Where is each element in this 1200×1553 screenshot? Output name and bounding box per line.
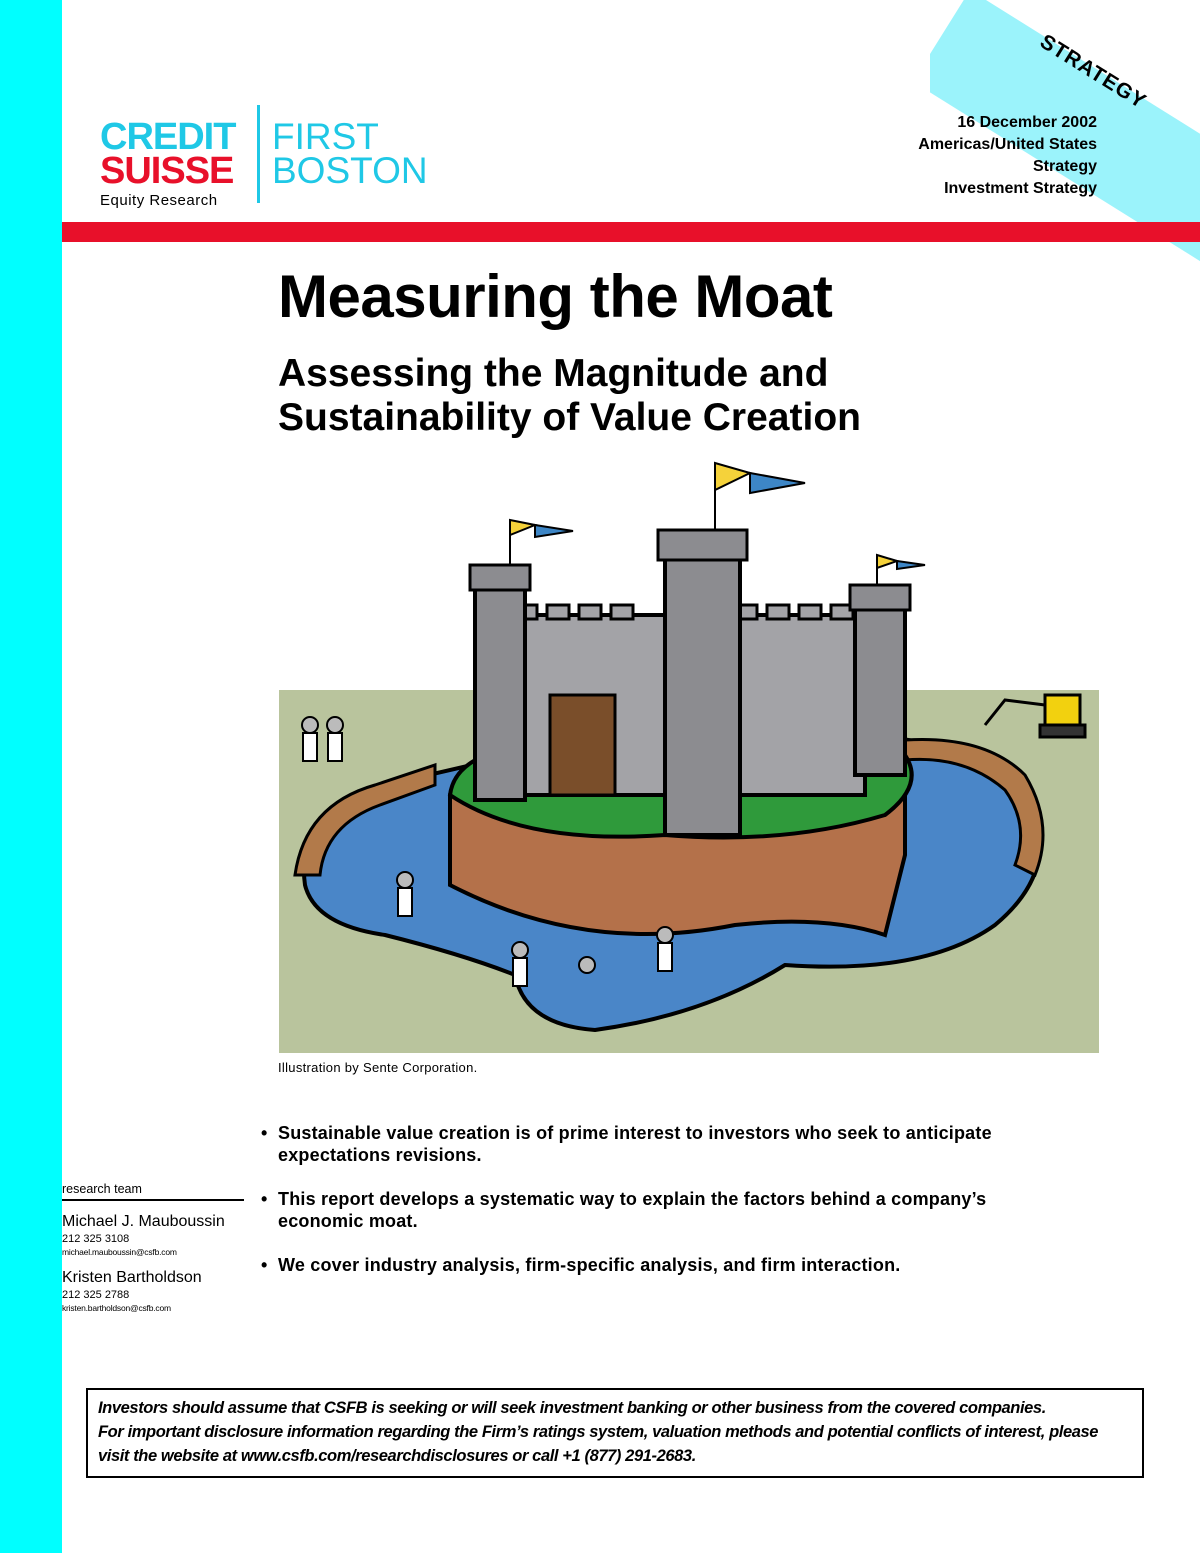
bullet-text: This report develops a systematic way to explain the factors behind a company’s economic moat. <box>278 1189 987 1231</box>
member-name: Kristen Bartholdson <box>62 1269 202 1286</box>
team-member <box>62 1269 244 1313</box>
logo-word-suisse: SUISSE <box>100 150 234 192</box>
list-item <box>258 1188 1058 1232</box>
page-title: Measuring the Moat <box>278 263 833 330</box>
page-subtitle: Assessing the Magnitude and Sustainability of Value Creation <box>278 352 861 439</box>
report-sector: Strategy <box>1032 158 1097 175</box>
logo-word-boston: BOSTON <box>272 150 428 191</box>
report-category: Investment Strategy <box>944 180 1097 197</box>
research-team <box>62 1182 244 1313</box>
disclosure-paragraph-2: For important disclosure information regarding the Firm’s ratings system, valuation methods and potential conflicts of interest, please visit the website at www.csfb.com/researchdisclosures or call +1 (877) 291-2683. <box>98 1423 1099 1465</box>
research-team-heading: research team <box>62 1182 244 1201</box>
key-points-list <box>258 1122 1058 1298</box>
bullet-icon: • <box>261 1189 268 1209</box>
disclosure-paragraph-1: Investors should assume that CSFB is seeking or will seek investment banking or other business from the covered companies. <box>98 1399 1046 1417</box>
castle-moat-illustration <box>265 455 1115 1065</box>
list-item <box>258 1122 1058 1166</box>
section-tag-label: STRATEGY <box>1035 30 1151 114</box>
report-region: Americas/United States <box>918 136 1097 153</box>
company-logo <box>96 100 436 210</box>
logo-word-credit: CREDIT <box>100 116 236 158</box>
member-email[interactable]: kristen.bartholdson@csfb.com <box>62 1303 171 1313</box>
bullet-icon: • <box>261 1255 268 1275</box>
logo-divider <box>257 105 260 203</box>
report-date: 16 December 2002 <box>957 114 1097 131</box>
disclosure-box <box>86 1388 1144 1478</box>
bullet-text: We cover industry analysis, firm-specific analysis, and firm interaction. <box>278 1255 901 1275</box>
logo-credit-suisse <box>100 116 236 192</box>
bullet-icon: • <box>261 1123 268 1143</box>
member-phone: 212 325 3108 <box>62 1233 130 1245</box>
bullet-text: Sustainable value creation is of prime interest to investors who seek to anticipate expectations revisions. <box>278 1123 992 1165</box>
logo-tagline: Equity Research <box>100 192 218 209</box>
logo-first-boston <box>272 116 428 191</box>
team-member <box>62 1213 244 1257</box>
illustration-caption: Illustration by Sente Corporation. <box>278 1060 478 1075</box>
logo-word-first: FIRST <box>272 116 379 157</box>
member-phone: 212 325 2788 <box>62 1289 130 1301</box>
member-email[interactable]: michael.mauboussin@csfb.com <box>62 1247 177 1257</box>
report-meta <box>918 112 1097 200</box>
header-rule <box>62 222 1200 242</box>
left-accent-bar <box>0 0 62 1553</box>
list-item <box>258 1254 1058 1276</box>
member-name: Michael J. Mauboussin <box>62 1213 225 1230</box>
